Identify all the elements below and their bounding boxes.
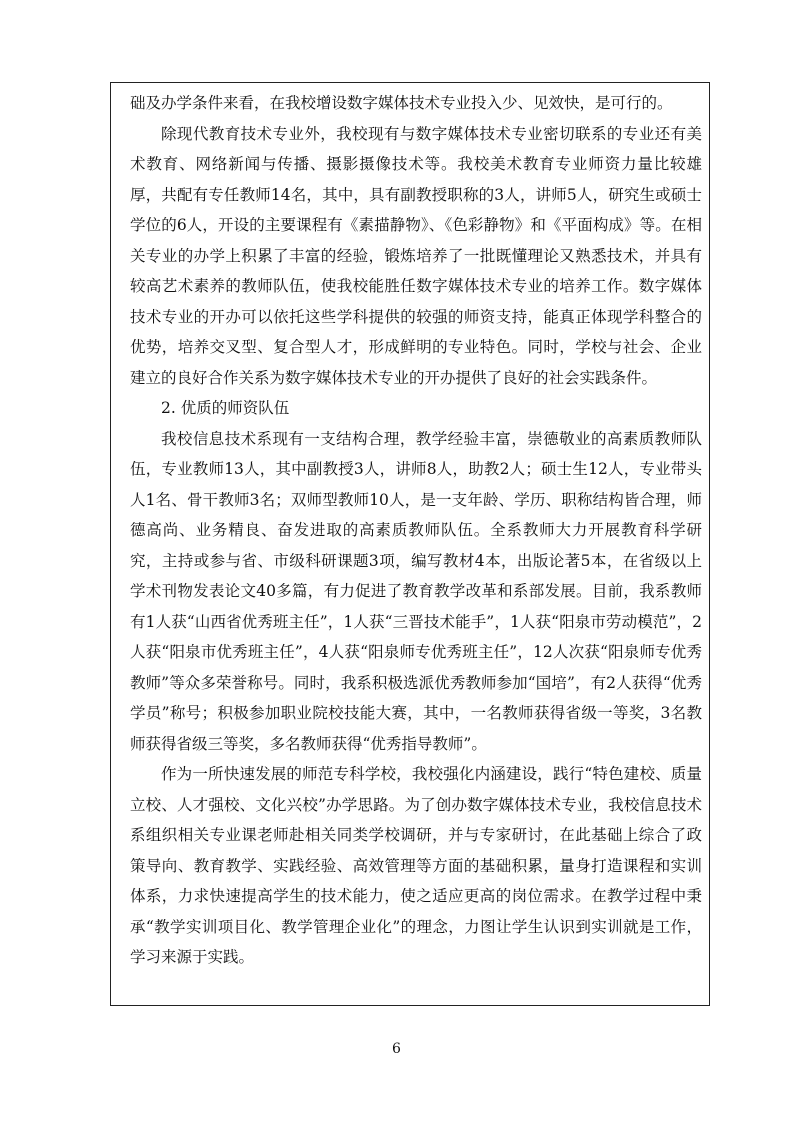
- page-number: 6: [392, 1041, 401, 1057]
- paragraph-continuation: 础及办学条件来看，在我校增设数字媒体技术专业投入少、见效快，是可行的。: [130, 94, 673, 112]
- paragraph-related-majors: 除现代教育技术专业外，我校现有与数字媒体技术专业密切联系的专业还有美术教育、网络新闻与传播、摄影摄像技术等。我校美术教育专业师资力量比较雄厚，共配有专任教师14名，其中，具有副教授职称的3人，讲师5人，研究生或硕士学位的6人，开设的主要课程有《素描静物》、《色彩静物》和《平面构成》等。在相关专业的办学上积累了丰富的经验，锻炼培养了一批既懂理论又熟悉技术，并具有较高艺术素养的教师队伍，使我校能胜任数字媒体技术专业的培养工作。数字媒体技术专业的开办可以依托这些学科提供的较强的师资支持，能真正体现学科整合的优势，培养交叉型、复合型人才，形成鲜明的专业特色。同时，学校与社会、企业建立的良好合作关系为数字媒体技术专业的开办提供了良好的社会实践条件。: [130, 124, 702, 387]
- section-heading-faculty: 2. 优质的师资队伍: [161, 399, 290, 417]
- paragraph-faculty-team: 我校信息技术系现有一支结构合理，教学经验丰富，崇德敬业的高素质教师队伍，专业教师13人，其中副教授3人，讲师8人，助教2人；硕士生12人，专业带头人1名、骨干教师3名；双师型教师10人，是一支年龄、学历、职称结构皆合理，师德高尚、业务精良、奋发进取的高素质教师队伍。全系教师大力开展教育科学研究，主持或参与省、市级科研课题3项，编写教材4本，出版论著5本，在省级以上学术刊物发表论文40多篇，有力促进了教育教学改革和系部发展。目前，我系教师有1人获“山西省优秀班主任”，1人获“三晋技术能手”，1人获“阳泉市劳动模范”，2人获“阳泉市优秀班主任”，4人获“阳泉师专优秀班主任”，12人次获“阳泉师专优秀教师”等众多荣誉称号。同时，我系积极选派优秀教师参加“国培”，有2人获得“优秀学员”称号；积极参加职业院校技能大赛，其中，一名教师获得省级一等奖，3名教师获得省级三等奖，多名教师获得“优秀指导教师”。: [130, 429, 702, 753]
- paragraph-school-development: 作为一所快速发展的师范专科学校，我校强化内涵建设，践行“特色建校、质量立校、人才强校、文化兴校”办学思路。为了创办数字媒体技术专业，我校信息技术系组织相关专业课老师赴相关同类学校调研，并与专家研讨，在此基础上综合了政策导向、教育教学、实践经验、高效管理等方面的基础积累，量身打造课程和实训体系，力求快速提高学生的技术能力，使之适应更高的岗位需求。在教学过程中秉承“教学实训项目化、教学管理企业化”的理念，力图让学生认识到实训就是工作，学习来源于实践。: [130, 765, 702, 966]
- document-body: [130, 88, 702, 973]
